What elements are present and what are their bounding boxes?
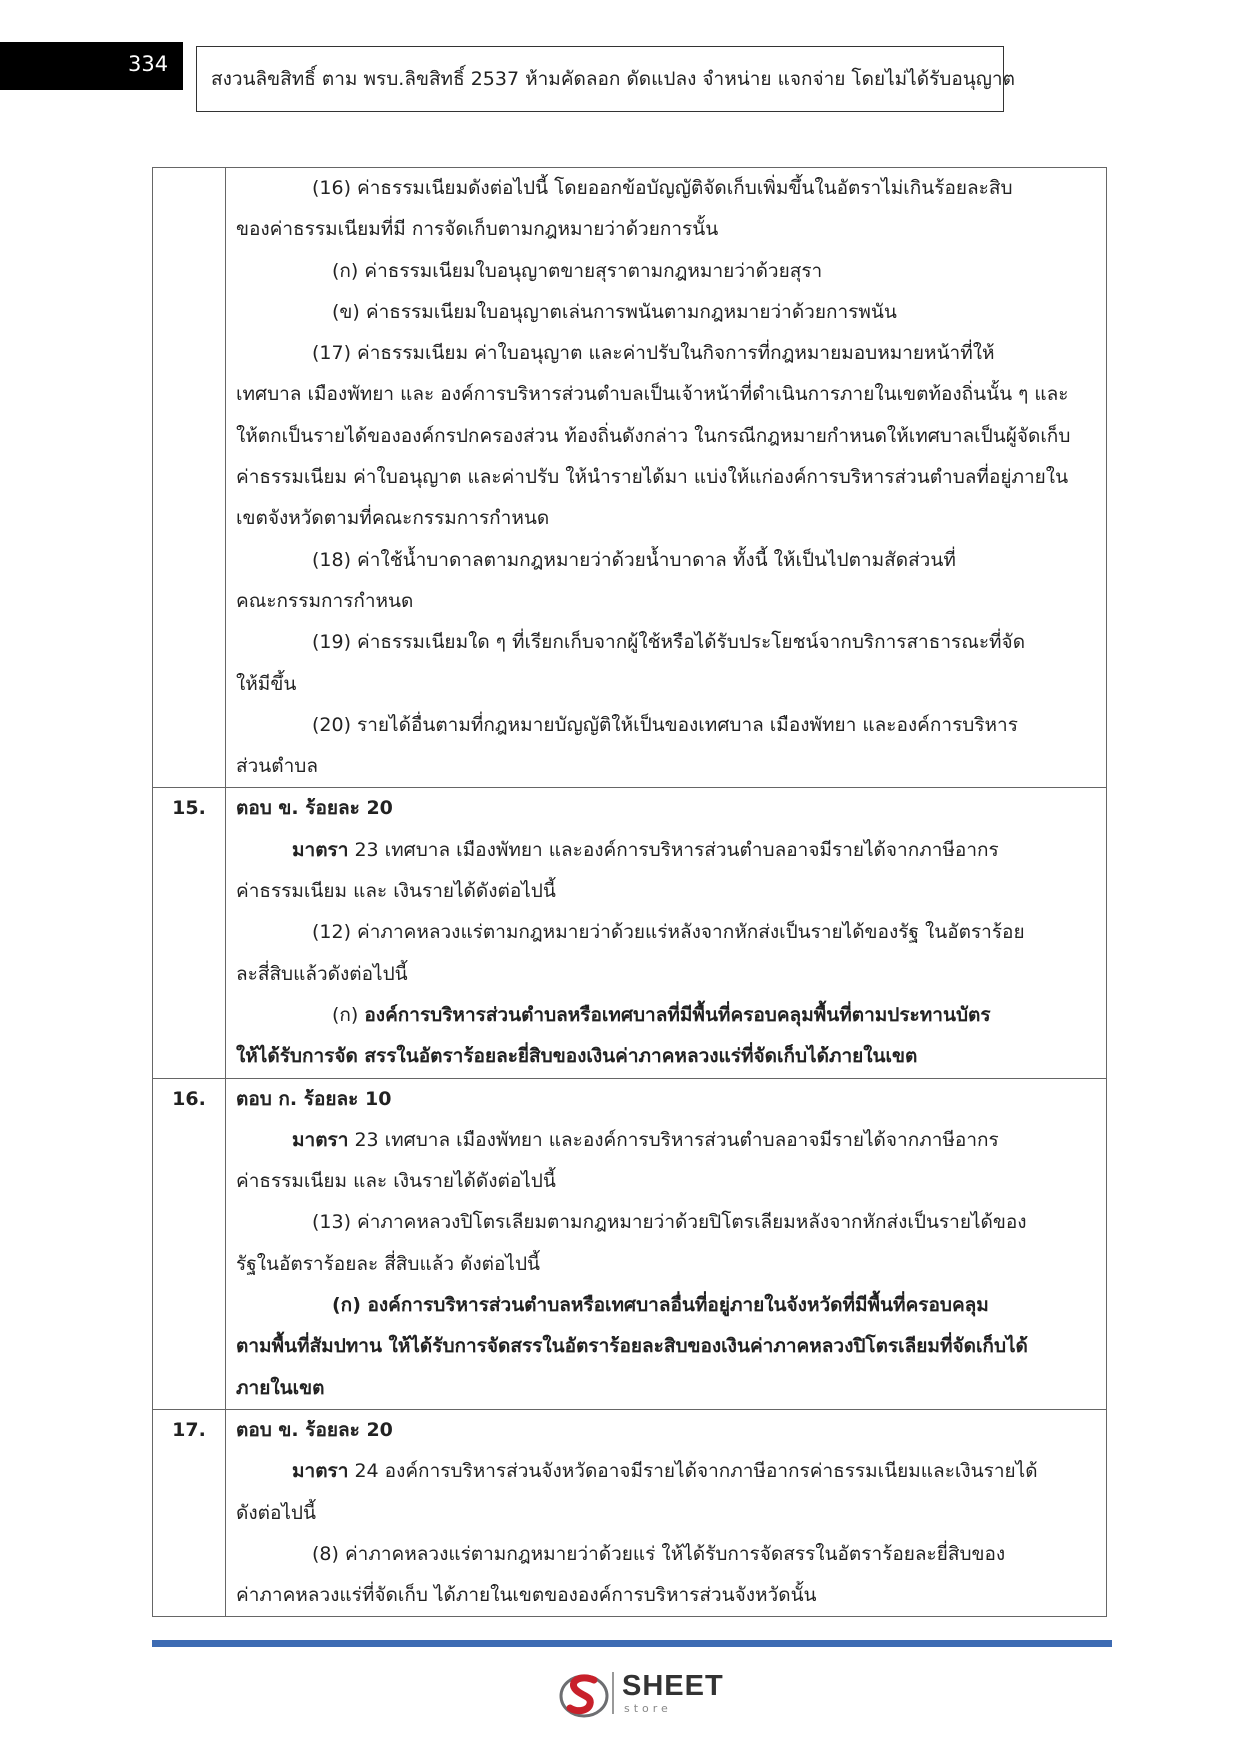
sheetstore-s-logo-icon bbox=[558, 1668, 610, 1720]
text-line: ตอบ ข. ร้อยละ 20 bbox=[236, 1418, 393, 1441]
table-row bbox=[153, 788, 1107, 1078]
text-line: เทศบาล เมืองพัทยา และ องค์การบริหารส่วนตำบลเป็นเจ้าหน้าที่ดำเนินการภายในเขตท้องถิ่นนั้น ๆ และ bbox=[236, 383, 1069, 406]
table-row bbox=[153, 1409, 1107, 1616]
text-line: ภายในเขต bbox=[236, 1376, 325, 1399]
sheetstore-logo bbox=[558, 1668, 728, 1720]
text-line: (ก) ค่าธรรมเนียมใบอนุญาตขายสุราตามกฎหมายว่าด้วยสุรา bbox=[332, 259, 823, 282]
section-label: มาตรา bbox=[292, 1460, 349, 1483]
text-line: ให้ได้รับการจัด สรรในอัตราร้อยละยี่สิบของเงินค่าภาคหลวงแร่ที่จัดเก็บได้ภายในเขต bbox=[236, 1045, 918, 1068]
text-line: ค่าธรรมเนียม ค่าใบอนุญาต และค่าปรับ ให้นำรายได้มา แบ่งให้แก่องค์การบริหารส่วนตำบลที่อยู่ภายใน bbox=[236, 466, 1069, 489]
text-line: (18) ค่าใช้น้ำบาดาลตามกฎหมายว่าด้วยน้ำบาดาล ทั้งนี้ ให้เป็นไปตามสัดส่วนที่ bbox=[312, 548, 956, 571]
text-line: (16) ค่าธรรมเนียมดังต่อไปนี้ โดยออกข้อบัญญัติจัดเก็บเพิ่มขึ้นในอัตราไม่เกินร้อยละสิบ bbox=[312, 177, 1013, 199]
text-line: (ก) องค์การบริหารส่วนตำบลหรือเทศบาลที่มีพื้นที่ครอบคลุมพื้นที่ตามประทานบัตร bbox=[332, 1003, 991, 1026]
question-number-cell bbox=[153, 1409, 226, 1616]
question-number: 15. bbox=[172, 797, 206, 820]
question-number: 17. bbox=[172, 1418, 206, 1441]
page-number-tab bbox=[0, 42, 183, 90]
text-line: (ข) ค่าธรรมเนียมใบอนุญาตเล่นการพนันตามกฎหมายว่าด้วยการพนัน bbox=[332, 300, 897, 323]
text-line: (8) ค่าภาคหลวงแร่ตามกฎหมายว่าด้วยแร่ ให้ได้รับการจัดสรรในอัตราร้อยละยี่สิบของ bbox=[312, 1542, 1006, 1565]
logo-sub: store bbox=[624, 1702, 672, 1715]
text-line: (19) ค่าธรรมเนียมใด ๆ ที่เรียกเก็บจากผู้ใช้หรือได้รับประโยชน์จากบริการสาธารณะที่จัด bbox=[312, 631, 1026, 654]
text-line: ให้มีขึ้น bbox=[236, 672, 297, 695]
text-line: (12) ค่าภาคหลวงแร่ตามกฎหมายว่าด้วยแร่หลังจากหักส่งเป็นรายได้ของรัฐ ในอัตราร้อย bbox=[312, 921, 1025, 944]
page-number: 334 bbox=[128, 52, 169, 76]
text-line: (17) ค่าธรรมเนียม ค่าใบอนุญาต และค่าปรับในกิจการที่กฎหมายมอบหมายหน้าที่ให้ bbox=[312, 342, 995, 365]
text-line: คณะกรรมการกำหนด bbox=[236, 589, 414, 612]
answer-explanation-cell bbox=[226, 168, 1107, 788]
question-number bbox=[153, 168, 225, 209]
text-line: ค่าธรรมเนียม และ เงินรายได้ดังต่อไปนี้ bbox=[236, 1170, 556, 1193]
question-number-cell bbox=[153, 168, 226, 788]
answer-table bbox=[152, 167, 1107, 1617]
logo-divider bbox=[612, 1672, 614, 1714]
question-number-cell bbox=[153, 1078, 226, 1409]
footer-rule bbox=[152, 1640, 1112, 1647]
section-label: มาตรา bbox=[292, 1128, 349, 1151]
logo-brand: SHEET bbox=[622, 1670, 724, 1702]
text-line: ของค่าธรรมเนียมที่มี การจัดเก็บตามกฎหมายว่าด้วยการนั้น bbox=[236, 218, 719, 241]
text-line: มาตรา 23 เทศบาล เมืองพัทยา และองค์การบริหารส่วนตำบลอาจมีรายได้จากภาษีอากร bbox=[292, 838, 999, 861]
bold-text: องค์การบริหารส่วนตำบลหรือเทศบาลที่มีพื้นที่ครอบคลุมพื้นที่ตามประทานบัตร bbox=[364, 1003, 991, 1026]
text-line: ส่วนตำบล bbox=[236, 755, 318, 778]
text-line: (ก) องค์การบริหารส่วนตำบลหรือเทศบาลอื่นที่อยู่ภายในจังหวัดที่มีพื้นที่ครอบคลุม bbox=[332, 1294, 989, 1317]
answer-explanation-cell bbox=[226, 788, 1107, 1078]
answer-explanation-cell bbox=[226, 1078, 1107, 1409]
text-line: ค่าธรรมเนียม และ เงินรายได้ดังต่อไปนี้ bbox=[236, 880, 556, 903]
text-line: (20) รายได้อื่นตามที่กฎหมายบัญญัติให้เป็นของเทศบาล เมืองพัทยา และองค์การบริหาร bbox=[312, 713, 1018, 736]
table-row bbox=[153, 1078, 1107, 1409]
text-line: ตอบ ข. ร้อยละ 20 bbox=[236, 797, 393, 820]
text-line: ตอบ ก. ร้อยละ 10 bbox=[236, 1087, 392, 1110]
section-label: มาตรา bbox=[292, 838, 349, 861]
answer-explanation-cell bbox=[226, 1409, 1107, 1616]
text-line: มาตรา 24 องค์การบริหารส่วนจังหวัดอาจมีรายได้จากภาษีอากรค่าธรรมเนียมและเงินรายได้ bbox=[292, 1460, 1038, 1483]
text-line: ดังต่อไปนี้ bbox=[236, 1501, 316, 1524]
text-line: มาตรา 23 เทศบาล เมืองพัทยา และองค์การบริหารส่วนตำบลอาจมีรายได้จากภาษีอากร bbox=[292, 1128, 999, 1151]
text-line: รัฐในอัตราร้อยละ สี่สิบแล้ว ดังต่อไปนี้ bbox=[236, 1252, 541, 1275]
copyright-text: สงวนลิขสิทธิ์ ตาม พรบ.ลิขสิทธิ์ 2537 ห้ามคัดลอก ดัดแปลง จำหน่าย แจกจ่าย โดยไม่ได้รับอนุญาต bbox=[211, 68, 1015, 90]
question-number-cell bbox=[153, 788, 226, 1078]
text-line: ค่าภาคหลวงแร่ที่จัดเก็บ ได้ภายในเขตขององค์การบริหารส่วนจังหวัดนั้น bbox=[236, 1584, 817, 1607]
text-line: ให้ตกเป็นรายได้ขององค์กรปกครองส่วน ท้องถิ่นดังกล่าว ในกรณีกฎหมายกำหนดให้เทศบาลเป็นผู้จัดเก็บ bbox=[236, 424, 1071, 447]
text-line: ละสี่สิบแล้วดังต่อไปนี้ bbox=[236, 962, 408, 985]
copyright-header bbox=[196, 46, 1015, 112]
text-line: ตามพื้นที่สัมปทาน ให้ได้รับการจัดสรรในอัตราร้อยละสิบของเงินค่าภาคหลวงปิโตรเลียมที่จัดเก็บได้ bbox=[236, 1335, 1028, 1358]
question-number: 16. bbox=[172, 1087, 206, 1110]
text-line: (13) ค่าภาคหลวงปิโตรเลียมตามกฎหมายว่าด้วยปิโตรเลียมหลังจากหักส่งเป็นรายได้ของ bbox=[312, 1211, 1027, 1234]
table-row bbox=[153, 168, 1107, 788]
text-line: เขตจังหวัดตามที่คณะกรรมการกำหนด bbox=[236, 507, 550, 530]
